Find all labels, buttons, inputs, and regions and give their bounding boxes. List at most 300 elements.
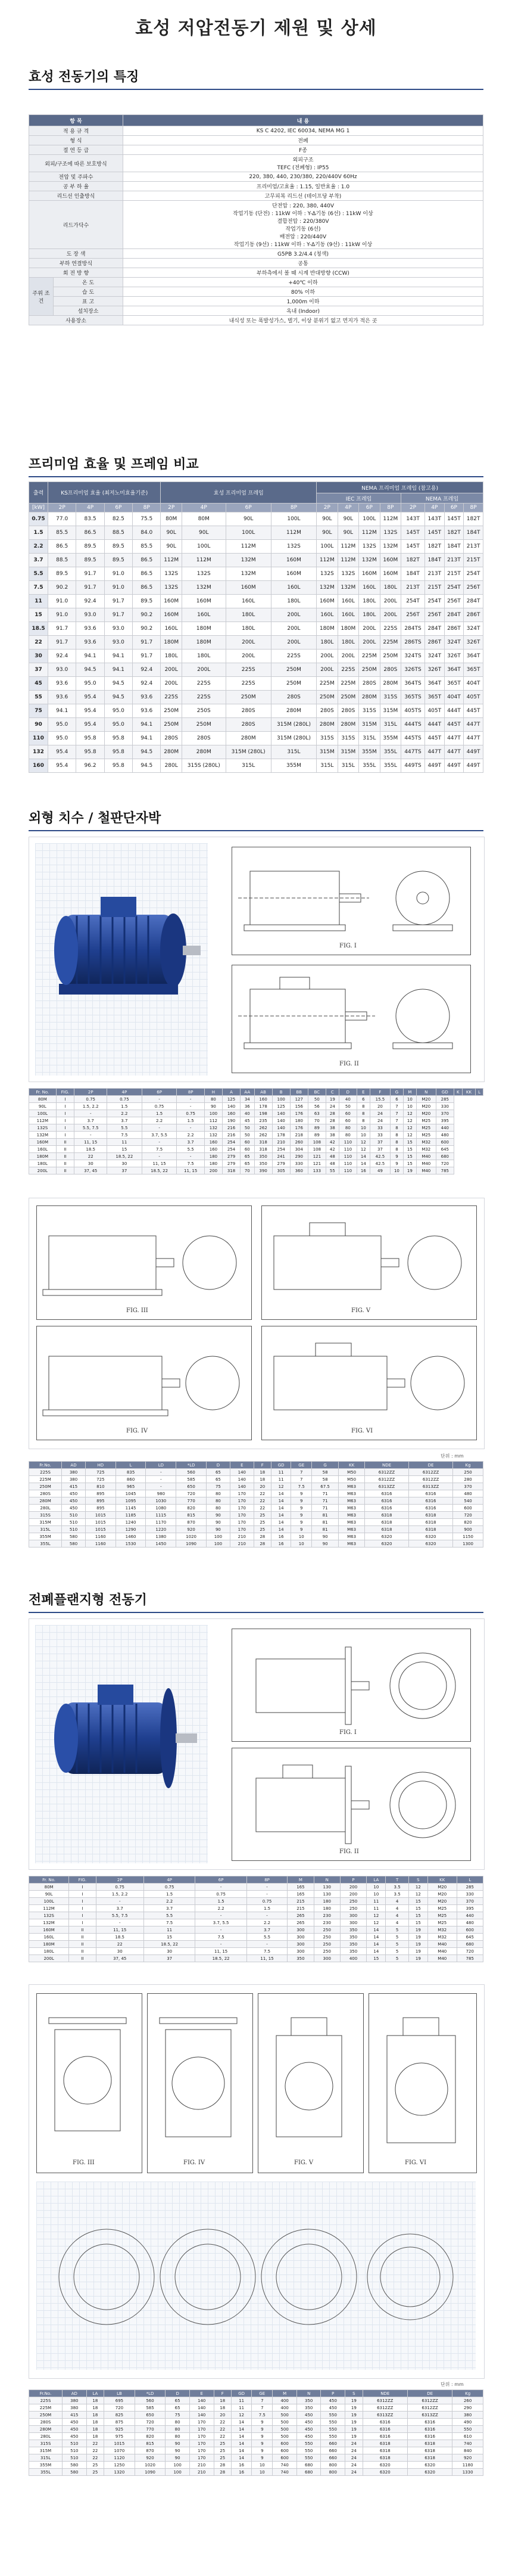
table-cell: 180L [317,636,338,650]
table-cell: 160M [359,567,380,581]
table-cell: 77.0 [48,512,76,526]
table-cell: 160 [254,1096,272,1103]
table-cell: 55 [326,1167,339,1174]
table-cell: 6320 [363,2462,407,2469]
table-row [29,526,483,540]
table-cell: 440 [436,1124,454,1132]
table-cell: Fr. No. [29,1089,57,1096]
table-row [29,759,483,773]
table-cell: 405T [464,691,483,704]
table-cell: M63 [339,1497,365,1505]
table-cell: II [56,1146,74,1153]
table-cell: M40 [416,1160,436,1167]
table-cell: 350 [254,1160,272,1167]
table-cell: 80 [339,1124,357,1132]
table-cell: 355M [29,1533,62,1540]
table-cell: 364TS [401,677,425,691]
table-cell: 1115 [146,1512,176,1519]
table-cell: 5.5 [29,567,48,581]
table-cell: 90L [161,540,182,554]
table-cell: 30 [143,1948,195,1955]
table-cell: 280M [271,704,316,718]
table-cell: M63 [339,1519,365,1526]
table-cell: 3.7 [246,1926,287,1934]
table-cell: 33 [370,1132,390,1139]
table-cell: 50 [241,1132,254,1139]
table-cell: 132 [204,1124,222,1132]
table-cell: 740 [452,2440,483,2447]
table-cell: 500 [273,2412,297,2419]
table-cell: 170 [230,1505,254,1512]
table-cell: 550 [296,2454,321,2462]
table-cell: AA [241,1089,254,1096]
table-cell: B [272,1089,290,1096]
table-cell: 28 [214,2462,232,2469]
table-cell: 170 [189,2454,214,2462]
table-row [29,663,483,677]
table-cell: 112M [338,554,359,567]
table-cell: 390 [254,1167,272,1174]
table-cell: 5.5 [177,1146,204,1153]
table-row [29,2447,483,2454]
table-row [29,622,483,636]
table-cell: I [69,1891,96,1898]
table-cell: 93.6 [76,636,104,650]
table-cell: 355M [359,745,380,759]
table-cell: 9 [291,1505,311,1512]
table-cell: 725 [85,1469,115,1476]
table-cell: 184T [464,526,483,540]
table-cell: 4P [107,1089,142,1096]
table-cell: - [246,1891,287,1898]
table-cell: 18 [86,2426,104,2433]
table-cell: S [345,2390,363,2397]
table-cell: 60 [339,1110,357,1117]
table-cell: 55 [29,691,48,704]
table-cell: 94.1 [104,650,132,663]
table-row [29,1476,483,1483]
table-cell: 38 [326,1132,339,1139]
table-cell: 720 [457,1948,483,1955]
table-cell: 90 [311,1540,338,1548]
table-cell: 315M [29,1519,62,1526]
table-cell: 600 [273,2454,297,2462]
table-row [29,1533,483,1540]
table-cell: 37, 45 [74,1167,107,1174]
table-row [29,155,483,172]
table-cell: 28 [326,1110,339,1117]
fig-4-label: FIG. IV [126,1428,148,1434]
table-row [29,1941,483,1948]
table-cell: 160L [182,608,226,622]
table-cell: 9 [291,1512,311,1519]
table-cell: 94.5 [76,663,104,677]
table-cell: 170 [189,2447,214,2454]
table-cell: 37 [107,1167,142,1174]
flange-motor-photo [41,1661,202,1816]
table-cell: 4P [424,504,444,512]
table-cell: 37 [370,1139,390,1146]
table-cell: 315S [29,2440,63,2447]
table-cell: 132M [226,567,271,581]
table-cell: 18.5, 22 [195,1955,246,1962]
table-cell: 90 [206,1526,230,1533]
table-cell: 315S [317,732,338,745]
table-cell: 30 [74,1160,107,1167]
table-cell: 1.5 [177,1117,204,1124]
table-cell: 835 [115,1469,146,1476]
table-cell: II [56,1153,74,1160]
table-cell: 91.7 [48,622,76,636]
table-cell: 254T [444,581,464,595]
table-cell: 324T [464,622,483,636]
table-cell: 350 [296,2404,321,2412]
table-cell: BC [308,1089,326,1096]
table-cell: 19 [408,1926,427,1934]
table-row [29,2426,483,2433]
table-cell: 284T [464,595,483,608]
table-cell: 160L [29,1934,69,1941]
table-cell: 22 [86,2454,104,2462]
table-cell: 1290 [115,1526,146,1533]
table-cell: 180 [314,1905,340,1912]
table-row [29,512,483,526]
table-row [29,1526,483,1533]
table-row [29,1117,483,1124]
table-cell: 95.0 [48,732,76,745]
table-cell: 860 [115,1476,146,1483]
table-cell: 315L [29,2454,63,2462]
table-row [29,691,483,704]
table-cell: 100L [271,512,316,526]
table-cell: 95.8 [104,745,132,759]
table-cell: 5.5 [107,1124,142,1132]
table-cell: 200L [338,650,359,663]
table-cell: 216 [222,1132,240,1139]
table-cell: 200L [380,608,401,622]
table-cell: M50 [339,1469,365,1476]
table-cell: 250M [226,691,271,704]
table-cell: 70 [241,1167,254,1174]
table-cell: 110 [339,1167,357,1174]
table-row [29,136,483,145]
table-cell: 254 [272,1146,290,1153]
table-cell: 127 [290,1096,308,1103]
table-cell: 0.75 [96,1884,143,1891]
table-cell: 180L [161,650,182,663]
table-cell: 180M [29,1153,57,1160]
table-cell: 444T [424,718,444,732]
flange-drawing-fig-4 [147,1993,253,2173]
table-cell: 315M [380,704,401,718]
table-cell: M50 [339,1476,365,1483]
table-cell: 550 [296,2447,321,2454]
table-cell: 91.7 [104,608,132,622]
table-cell: 6312ZZ [363,2404,407,2412]
table-cell: 184T [401,567,425,581]
table-cell: 9 [252,2454,273,2462]
table-cell: 660 [321,2447,345,2454]
table-cell: 326TS [401,663,425,677]
table-cell: 300 [288,1941,314,1948]
table-cell: 112M [271,526,316,540]
table-cell: 81 [311,1512,338,1519]
table-cell: 8 [357,1103,370,1110]
table-cell: 90 [204,1103,222,1110]
table-row [29,201,483,249]
table-cell: 280L [161,759,182,773]
table-cell: 8 [357,1117,370,1124]
table-cell: 130 [314,1884,340,1891]
table-cell: 585 [176,1476,207,1483]
table-cell: 95.8 [104,759,132,773]
table-cell: 210 [230,1540,254,1548]
table-cell: 920 [176,1526,207,1533]
table-cell: M [273,2390,297,2397]
table-cell: 140 [222,1103,240,1110]
table-cell: 90L [29,1891,69,1898]
table-cell: 280M [338,718,359,732]
table-cell: GE [252,2390,273,2397]
table-cell: I [69,1919,96,1926]
table-cell: 870 [135,2447,166,2454]
table-row [29,2469,483,2476]
table-cell: M63 [339,1490,365,1497]
table-cell: IEC 프레임 [317,493,401,504]
table-cell: 90 [311,1533,338,1540]
table-cell: 280S [226,718,271,732]
flange-end-views [53,2199,458,2354]
table-cell: 380 [62,1469,86,1476]
foot-motor-photo [41,873,202,1028]
table-row [29,1110,483,1117]
table-cell: 480 [457,1919,483,1926]
table-cell: 옥내 (Indoor) [123,306,483,316]
table-cell: M63 [339,1533,365,1540]
table-cell: 112M [317,554,338,567]
table-cell: 1.5 [107,1103,142,1110]
table-cell: 80 [204,1096,222,1103]
table-row [29,306,483,316]
table-cell: 160 [204,1139,222,1146]
table-cell: C [326,1089,339,1096]
table-cell: 180M [29,1941,69,1948]
table-cell: 90 [166,2440,190,2447]
table-cell: 9 [390,1160,403,1167]
table-cell: 18 [86,2397,104,2404]
table-cell: 14 [271,1526,291,1533]
table-cell: 6316 [407,2433,452,2440]
table-row [29,1926,483,1934]
table-cell: 285 [436,1096,454,1103]
table-cell: 256T [401,608,425,622]
table-cell: 920 [135,2454,166,2462]
table-cell: 800 [321,2462,345,2469]
table-row [29,1876,483,1884]
table-cell: 100 [166,2469,190,2476]
table-cell: 250M [29,1483,62,1490]
table-cell: D [339,1089,357,1096]
table-row [29,718,483,732]
table-cell: 140 [230,1469,254,1476]
flange-drawing-fig-5 [258,1993,364,2173]
table-cell: 8P [380,504,401,512]
table-cell: 500 [273,2419,297,2426]
table-cell: 65 [241,1160,254,1167]
table-cell: 0.75 [74,1096,107,1103]
table-cell: 28 [254,1540,271,1548]
table-row [29,297,483,306]
table-cell: 1.5 [246,1905,287,1912]
table-cell: 250S [182,704,226,718]
table-row [29,1469,483,1476]
table-cell: 200L [271,608,316,622]
table-cell: 100 [204,1110,222,1117]
table-row [29,704,483,718]
table-cell: 12 [357,1146,370,1153]
table-cell: 11, 15 [177,1167,204,1174]
table-cell: 180 [204,1153,222,1160]
table-cell: 11, 15 [96,1926,143,1934]
table-cell: 241 [272,1153,290,1160]
table-cell: 95.0 [104,718,132,732]
table-cell: 25 [214,2447,232,2454]
table-cell: 14 [271,1505,291,1512]
table-cell: 11 [367,1905,386,1912]
table-cell: Fr.No. [29,1462,62,1469]
table-cell: 96.2 [76,759,104,773]
table-cell: 132M [29,1132,57,1139]
flange-drawing-fig-1 [232,1629,471,1742]
table-cell: 140 [189,2412,214,2419]
table-cell: 400 [273,2404,297,2412]
table-cell: 19 [345,2419,363,2426]
table-cell: NEMA 프레임 [401,493,483,504]
table-row [29,1089,483,1096]
table-cell: 63 [308,1110,326,1117]
table-cell: 9 [252,2433,273,2440]
table-row [29,249,483,259]
table-cell: 132S [338,567,359,581]
table-cell: 315L [226,759,271,773]
table-cell: 82.5 [104,512,132,526]
table-cell: 305 [272,1167,290,1174]
table-cell: 42.5 [370,1153,390,1160]
table-cell: 1095 [115,1497,146,1505]
table-cell: 132S [182,567,226,581]
table-cell: 200L [317,650,338,663]
table-cell: 180M [317,622,338,636]
table-cell: 7 [390,1110,403,1117]
table-cell: KS C 4202, IEC 60034, NEMA MG 1 [123,126,483,136]
table-row [29,581,483,595]
table-cell: 6P [142,1089,177,1096]
table-cell: 11 [29,595,48,608]
table-cell: 15 [408,1898,427,1905]
table-cell: 91.7 [133,650,161,663]
table-row [29,259,483,268]
table-cell: 280M [29,2426,63,2433]
table-cell: 7.5 [246,1948,287,1955]
table-cell: 88.5 [48,554,76,567]
table-row [29,2440,483,2447]
table-cell: 6313ZZ [409,1483,453,1490]
table-cell: 250M [380,650,401,663]
table-cell: N [416,1089,436,1096]
table-cell: 254 [222,1139,240,1146]
table-cell: I [56,1124,74,1132]
table-cell: 315L [380,718,401,732]
table-cell: 225M [380,636,401,650]
table-cell: 18.5 [29,622,48,636]
table-cell: - [96,1898,143,1905]
table-cell: M63 [339,1540,365,1548]
table-cell: 2P [401,504,425,512]
table-cell: 14 [232,2426,252,2433]
table-cell: 200L [359,636,380,650]
table-cell: 250 [314,1934,340,1941]
table-cell: 5 [386,1941,408,1948]
table-cell: 318 [254,1146,272,1153]
table-cell: 200L [359,622,380,636]
table-cell: 160L [161,622,182,636]
table-cell: 110 [339,1153,357,1160]
table-cell: 250 [314,1948,340,1955]
table-cell: 전폐 [123,136,483,145]
table-cell: 18 [86,2412,104,2419]
table-cell: 160L [338,608,359,622]
table-cell: 160M [271,554,316,567]
table-cell: D [166,2390,190,2397]
table-cell: 80M [161,512,182,526]
page-title: 효성 저압전동기 제원 및 상세 [135,18,377,39]
table-cell: 4P [182,504,226,512]
table-cell: 100L [29,1898,69,1905]
table-cell: 510 [62,1526,86,1533]
table-cell: 20 [214,2412,232,2419]
table-cell: 6318 [409,1526,453,1533]
flange-drawing-fig-2 [232,1748,471,1861]
table-cell: 140 [272,1110,290,1117]
table-cell: 180L [182,650,226,663]
table-row [29,1512,483,1519]
table-cell: 80 [206,1505,230,1512]
table-row [29,2390,483,2397]
table-cell: 400 [340,1955,366,1962]
fig-6-label: FIG. VI [351,1428,373,1434]
table-cell: 0.75 [29,512,48,526]
table-cell: 11, 15 [195,1948,246,1955]
table-cell: 6318 [363,2440,407,2447]
table-cell: 10 [367,1884,386,1891]
table-cell: 0.75 [246,1898,287,1905]
table-cell: 280M [161,745,182,759]
table-cell: 11 [367,1898,386,1905]
table-cell: 250M [182,718,226,732]
table-cell: M [288,1876,314,1884]
flange-fig-5-label: FIG. V [294,2159,314,2166]
table-cell: 14 [271,1490,291,1497]
table-cell: 75 [206,1483,230,1490]
table-cell: 213T [424,567,444,581]
table-cell: 5.5 [246,1934,287,1941]
table-cell: 형 식 [29,136,123,145]
table-cell: 280M [380,677,401,691]
table-cell: 404T [464,677,483,691]
table-cell: 89 [308,1132,326,1139]
table-cell: 1160 [85,1533,115,1540]
table-cell: 415 [63,2412,87,2419]
